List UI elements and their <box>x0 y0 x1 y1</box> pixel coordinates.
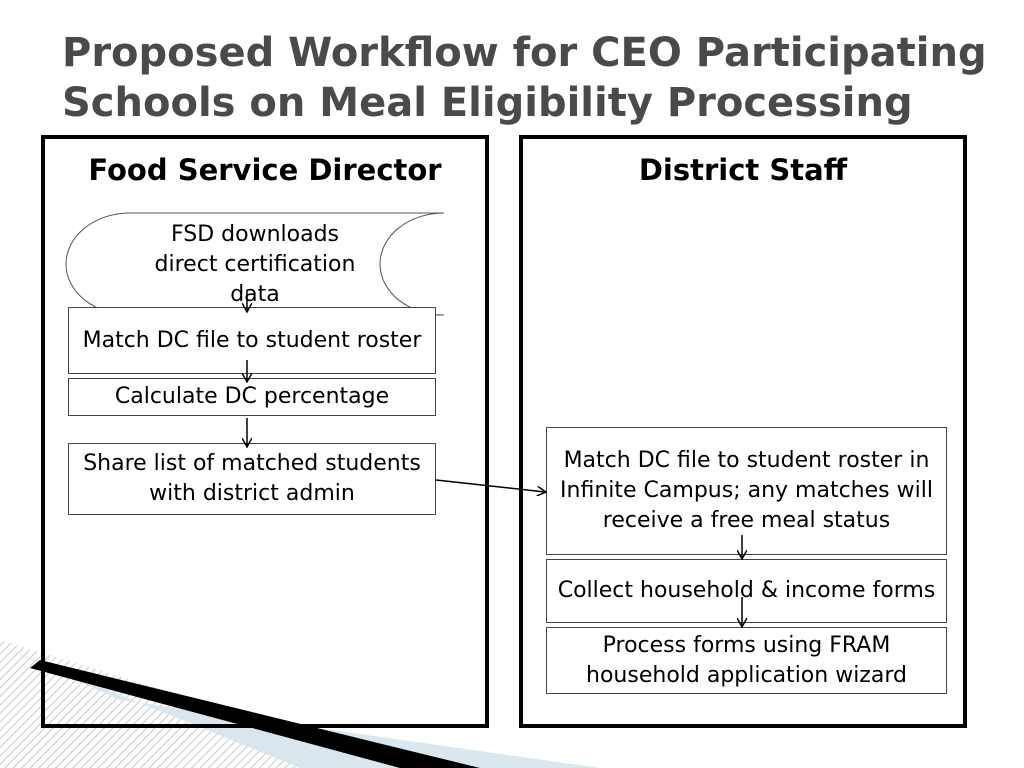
step-match-dc-roster-label: Match DC file to student roster <box>82 327 422 353</box>
step-match-infinite-campus-label: Match DC file to student roster in Infinite Campus; any matches will receive a free meal status <box>560 448 933 533</box>
step-calculate-dc-percentage-label: Calculate DC percentage <box>114 384 390 409</box>
slide-title: Proposed Workflow for CEO Participating Schools on Meal Eligibility Processing <box>62 30 987 126</box>
lane-title-district: District Staff <box>638 153 848 187</box>
lane-title-fsd: Food Service Director <box>88 153 442 187</box>
arrow-share-to-district <box>436 480 545 492</box>
step-collect-forms-label: Collect household & income forms <box>557 578 936 603</box>
step-process-forms-label: Process forms using FRAM household application wizard <box>586 632 907 688</box>
step-download-dc-data: FSD downloads direct certification data <box>154 222 356 307</box>
step-share-matched-list-label: Share list of matched students with district admin <box>83 451 421 506</box>
